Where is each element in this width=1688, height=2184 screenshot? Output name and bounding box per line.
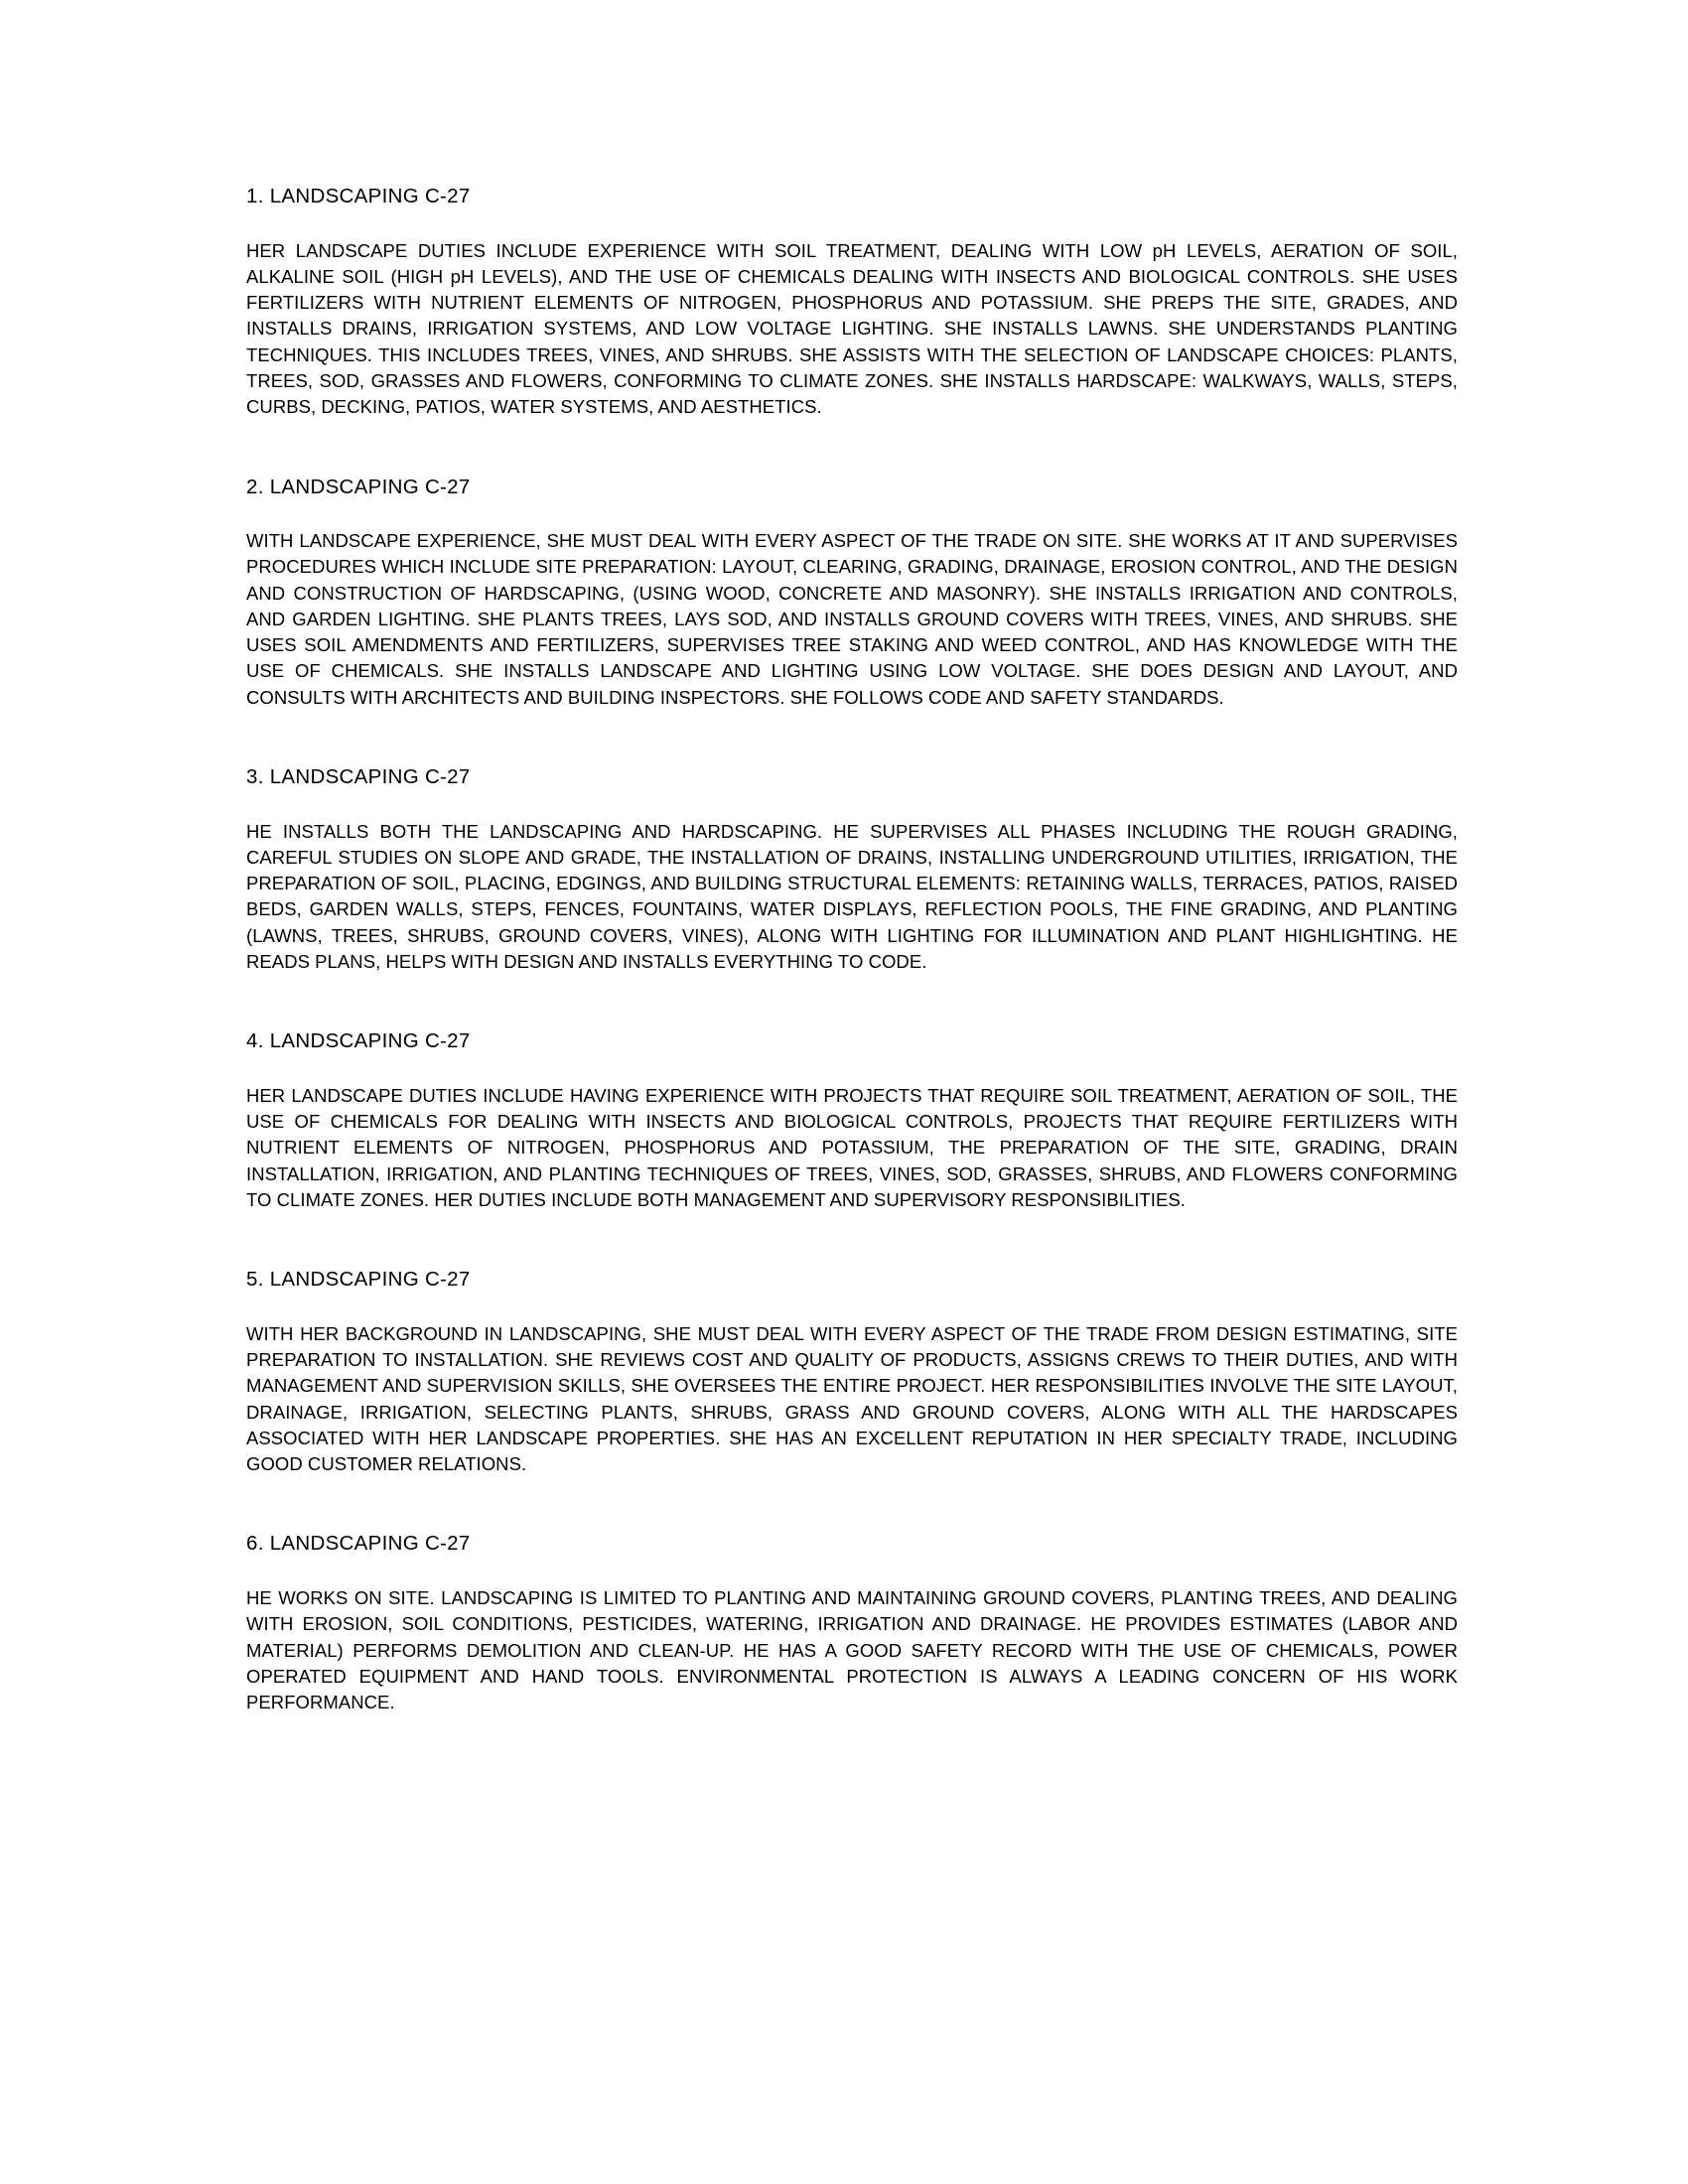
section-6-body: HE WORKS ON SITE. LANDSCAPING IS LIMITED TO PLANTING AND MAINTAINING GROUND COVERS, PLANTING TREES, AND DEALING WITH EROSION, SOIL CONDITIONS, PESTICIDES, WATERING, IRRIGATION AND DRAINAGE. HE PROVIDES ESTIMATES (LABOR AND MATERIAL) PERFORMS DEMOLITION AND CLEAN-UP. HE HAS A GOOD SAFETY RECORD WITH THE USE OF CHEMICALS, POWER OPERATED EQUIPMENT AND HAND TOOLS. ENVIRONMENTAL PROTECTION IS ALWAYS A LEADING CONCERN OF HIS WORK PERFORMANCE. <box>246 1587 1458 1713</box>
section-1-body: HER LANDSCAPE DUTIES INCLUDE EXPERIENCE WITH SOIL TREATMENT, DEALING WITH LOW pH LEVELS, AERATION OF SOIL, ALKALINE SOIL (HIGH pH LEVELS), AND THE USE OF CHEMICALS DEALING WITH INSECTS AND BIOLOGICAL CONTROLS. SHE USES FERTILIZERS WITH NUTRIENT ELEMENTS OF NITROGEN, PHOSPHORUS AND POTASSIUM. SHE PREPS THE SITE, GRADES, AND INSTALLS DRAINS, IRRIGATION SYSTEMS, AND LOW VOLTAGE LIGHTING. SHE INSTALLS LAWNS. SHE UNDERSTANDS PLANTING TECHNIQUES. THIS INCLUDES TREES, VINES, AND SHRUBS. SHE ASSISTS WITH THE SELECTION OF LANDSCAPE CHOICES: PLANTS, TREES, SOD, GRASSES AND FLOWERS, CONFORMING TO CLIMATE ZONES. SHE INSTALLS HARDSCAPE: WALKWAYS, WALLS, STEPS, CURBS, DECKING, PATIOS, WATER SYSTEMS, AND AESTHETICS. <box>246 239 1458 418</box>
section-1-heading: 1. LANDSCAPING C-27 <box>246 185 471 207</box>
section-5 <box>246 1267 1458 1477</box>
section-4-heading: 4. LANDSCAPING C-27 <box>246 1029 471 1053</box>
section-3 <box>246 764 1458 975</box>
section-2-heading: 2. LANDSCAPING C-27 <box>246 475 471 498</box>
section-6-heading: 6. LANDSCAPING C-27 <box>246 1532 471 1556</box>
section-5-heading: 5. LANDSCAPING C-27 <box>246 1268 471 1292</box>
section-2-body: WITH LANDSCAPE EXPERIENCE, SHE MUST DEAL WITH EVERY ASPECT OF THE TRADE ON SITE. SHE WORKS AT IT AND SUPERVISES PROCEDURES WHICH INCLUDE SITE PREPARATION: LAYOUT, CLEARING, GRADING, DRAINAGE, EROSION CONTROL, AND THE DESIGN AND CONSTRUCTION OF HARDSCAPING, (USING WOOD, CONCRETE AND MASONRY). SHE INSTALLS IRRIGATION AND CONTROLS, AND GARDEN LIGHTING. SHE PLANTS TREES, LAYS SOD, AND INSTALLS GROUND COVERS WITH TREES, VINES, AND SHRUBS. SHE USES SOIL AMENDMENTS AND FERTILIZERS, SUPERVISES TREE STAKING AND WEED CONTROL, AND HAS KNOWLEDGE WITH THE USE OF CHEMICALS. SHE INSTALLS LANDSCAPE AND LIGHTING USING LOW VOLTAGE. SHE DOES DESIGN AND LAYOUT, AND CONSULTS WITH ARCHITECTS AND BUILDING INSPECTORS. SHE FOLLOWS CODE AND SAFETY STANDARDS. <box>246 530 1458 708</box>
section-4-body: HER LANDSCAPE DUTIES INCLUDE HAVING EXPERIENCE WITH PROJECTS THAT REQUIRE SOIL TREATMENT, AERATION OF SOIL, THE USE OF CHEMICALS FOR DEALING WITH INSECTS AND BIOLOGICAL CONTROLS, PROJECTS THAT REQUIRE FERTILIZERS WITH NUTRIENT ELEMENTS OF NITROGEN, PHOSPHORUS AND POTASSIUM, THE PREPARATION OF THE SITE, GRADING, DRAIN INSTALLATION, IRRIGATION, AND PLANTING TECHNIQUES OF TREES, VINES, SOD, GRASSES, SHRUBS, AND FLOWERS CONFORMING TO CLIMATE ZONES. HER DUTIES INCLUDE BOTH MANAGEMENT AND SUPERVISORY RESPONSIBILITIES. <box>246 1084 1458 1210</box>
section-2 <box>246 475 1458 712</box>
section-3-heading: 3. LANDSCAPING C-27 <box>246 765 471 788</box>
section-6 <box>246 1531 1458 1715</box>
section-3-body: HE INSTALLS BOTH THE LANDSCAPING AND HARDSCAPING. HE SUPERVISES ALL PHASES INCLUDING THE ROUGH GRADING, CAREFUL STUDIES ON SLOPE AND GRADE, THE INSTALLATION OF DRAINS, INSTALLING UNDERGROUND UTILITIES, IRRIGATION, THE PREPARATION OF SOIL, PLACING, EDGINGS, AND BUILDING STRUCTURAL ELEMENTS: RETAINING WALLS, TERRACES, PATIOS, RAISED BEDS, GARDEN WALLS, STEPS, FENCES, FOUNTAINS, WATER DISPLAYS, REFLECTION POOLS, THE FINE GRADING, AND PLANTING (LAWNS, TREES, SHRUBS, GROUND COVERS, VINES), ALONG WITH LIGHTING FOR ILLUMINATION AND PLANT HIGHLIGHTING. HE READS PLANS, HELPS WITH DESIGN AND INSTALLS EVERYTHING TO CODE. <box>246 820 1458 972</box>
section-1 <box>246 184 1458 421</box>
section-5-body: WITH HER BACKGROUND IN LANDSCAPING, SHE MUST DEAL WITH EVERY ASPECT OF THE TRADE FROM DESIGN ESTIMATING, SITE PREPARATION TO INSTALLATION. SHE REVIEWS COST AND QUALITY OF PRODUCTS, ASSIGNS CREWS TO THEIR DUTIES, AND WITH MANAGEMENT AND SUPERVISION SKILLS, SHE OVERSEES THE ENTIRE PROJECT. HER RESPONSIBILITIES INVOLVE THE SITE LAYOUT, DRAINAGE, IRRIGATION, SELECTING PLANTS, SHRUBS, GRASS AND GROUND COVERS, ALONG WITH ALL THE HARDSCAPES ASSOCIATED WITH HER LANDSCAPE PROPERTIES. SHE HAS AN EXCELLENT REPUTATION IN HER SPECIALTY TRADE, INCLUDING GOOD CUSTOMER RELATIONS. <box>246 1322 1458 1475</box>
section-4 <box>246 1028 1458 1213</box>
